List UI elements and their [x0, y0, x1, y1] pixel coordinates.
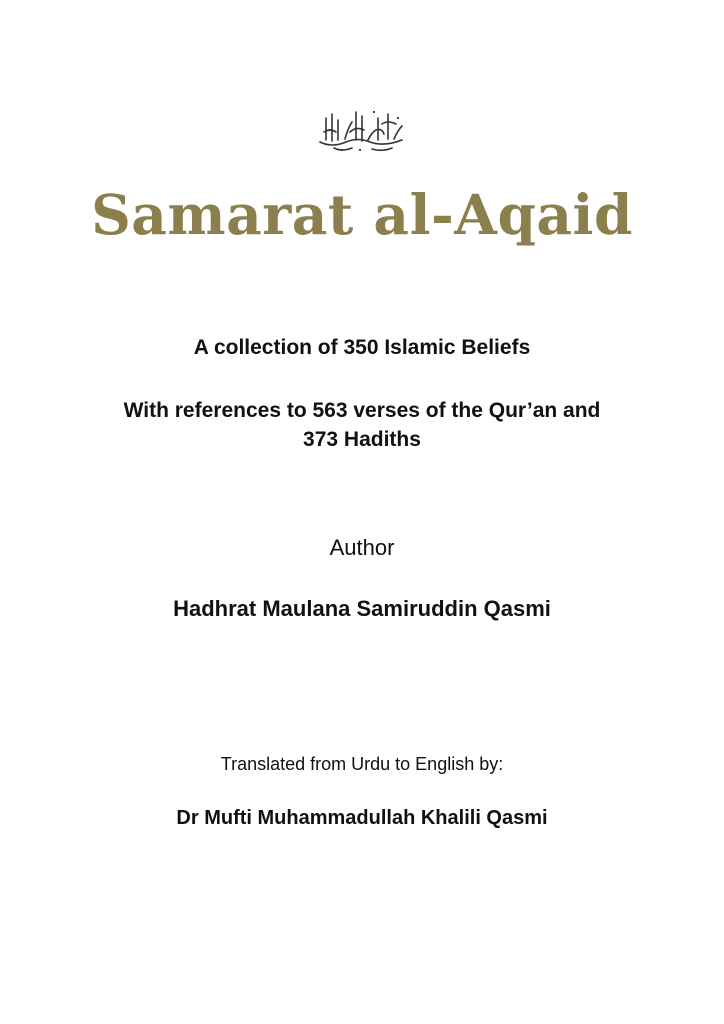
author-name: Hadhrat Maulana Samiruddin Qasmi	[173, 596, 551, 621]
subtitle-references	[0, 396, 724, 454]
bismillah-calligraphy-icon	[312, 104, 412, 154]
translation-label: Translated from Urdu to English by:	[220, 754, 504, 774]
book-title: Samarat al-Aqaid	[91, 182, 633, 247]
subtitle-beliefs: A collection of 350 Islamic Beliefs	[193, 336, 531, 359]
author-label: Author	[329, 535, 395, 560]
translator-name: Dr Mufti Muhammadullah Khalili Qasmi	[176, 807, 548, 829]
subtitle-references-line1: With references to 563 verses of the Qur’an and	[123, 399, 601, 422]
subtitle-references-line2: 373 Hadiths	[303, 428, 421, 451]
